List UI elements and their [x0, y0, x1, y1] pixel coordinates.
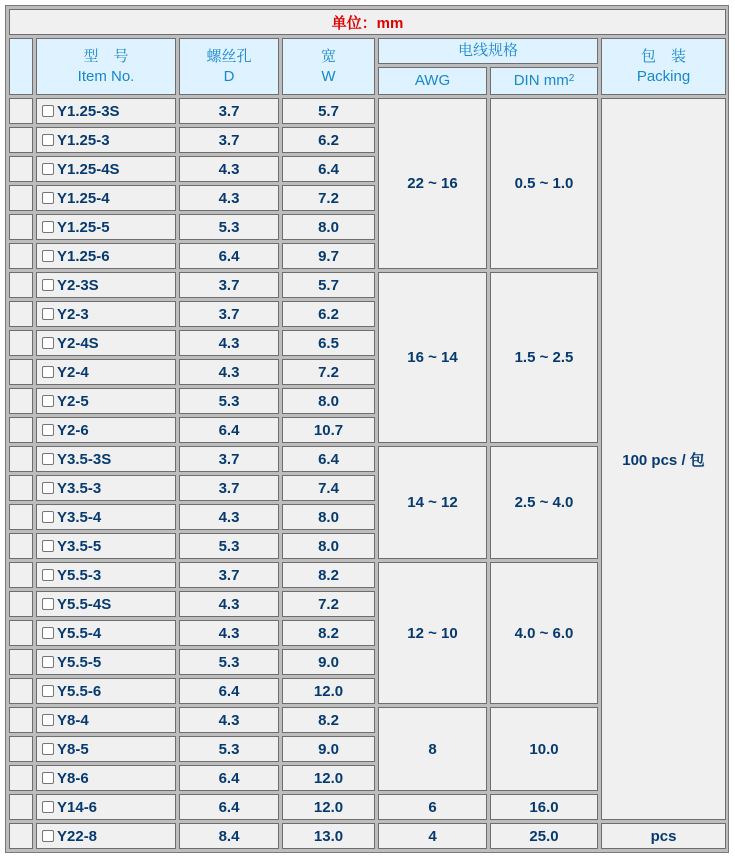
hole-diameter-cell: 6.4 [179, 765, 279, 791]
select-checkbox[interactable] [42, 337, 54, 349]
model-cell [36, 301, 176, 327]
row-stub [9, 301, 33, 327]
header-packing-cn: 包 装 [641, 47, 687, 65]
hole-diameter-cell: 5.3 [179, 388, 279, 414]
width-cell: 8.0 [282, 388, 375, 414]
header-awg-label: AWG [414, 72, 451, 89]
header-wire-spec [378, 38, 598, 64]
row-stub [9, 214, 33, 240]
model-cell [36, 98, 176, 124]
model-cell [36, 214, 176, 240]
width-cell: 7.4 [282, 475, 375, 501]
din-cell: 1.5 ~ 2.5 [490, 272, 598, 443]
din-cell: 16.0 [490, 794, 598, 820]
row-stub [9, 562, 33, 588]
row-stub [9, 649, 33, 675]
width-cell: 7.2 [282, 359, 375, 385]
model-label: Y5.5-5 [57, 653, 102, 671]
select-checkbox[interactable] [42, 830, 54, 842]
row-stub [9, 359, 33, 385]
select-checkbox[interactable] [42, 453, 54, 465]
select-checkbox[interactable] [42, 279, 54, 291]
model-label: Y5.5-4 [57, 624, 102, 642]
awg-cell: 16 ~ 14 [378, 272, 487, 443]
row-stub [9, 446, 33, 472]
header-model-en: Item No. [77, 67, 135, 85]
select-checkbox[interactable] [42, 685, 54, 697]
header-d-cn: 螺丝孔 [206, 47, 252, 65]
row-stub [9, 794, 33, 820]
row-stub [9, 533, 33, 559]
width-cell: 9.0 [282, 736, 375, 762]
model-cell [36, 243, 176, 269]
width-cell: 8.0 [282, 504, 375, 530]
header-d [179, 38, 279, 95]
model-label: Y1.25-3 [57, 131, 110, 149]
model-label: Y5.5-4S [57, 595, 112, 613]
hole-diameter-cell: 6.4 [179, 243, 279, 269]
model-cell [36, 388, 176, 414]
din-cell: 0.5 ~ 1.0 [490, 98, 598, 269]
row-stub [9, 475, 33, 501]
model-label: Y3.5-4 [57, 508, 102, 526]
model-cell [36, 707, 176, 733]
awg-cell: 6 [378, 794, 487, 820]
model-label: Y2-3 [57, 305, 89, 323]
row-stub [9, 765, 33, 791]
hole-diameter-cell: 4.3 [179, 156, 279, 182]
model-label: Y1.25-4 [57, 189, 110, 207]
select-checkbox[interactable] [42, 366, 54, 378]
select-checkbox[interactable] [42, 772, 54, 784]
unit-label: 单位：mm [331, 14, 404, 32]
hole-diameter-cell: 4.3 [179, 185, 279, 211]
width-cell: 8.2 [282, 707, 375, 733]
awg-cell: 14 ~ 12 [378, 446, 487, 559]
model-label: Y2-4S [57, 334, 99, 352]
row-stub [9, 330, 33, 356]
hole-diameter-cell: 3.7 [179, 272, 279, 298]
select-checkbox[interactable] [42, 221, 54, 233]
header-packing [601, 38, 726, 95]
header-din-label: DIN mm [513, 72, 569, 89]
header-row-1 [9, 38, 726, 64]
model-cell [36, 272, 176, 298]
model-cell [36, 156, 176, 182]
hole-diameter-cell: 3.7 [179, 562, 279, 588]
terminal-spec-table [6, 6, 729, 852]
model-label: Y2-4 [57, 363, 89, 381]
row-stub [9, 678, 33, 704]
width-cell: 7.2 [282, 185, 375, 211]
row-stub [9, 127, 33, 153]
width-cell: 8.2 [282, 620, 375, 646]
model-cell [36, 620, 176, 646]
awg-cell: 8 [378, 707, 487, 791]
select-checkbox[interactable] [42, 598, 54, 610]
width-cell: 10.7 [282, 417, 375, 443]
model-cell [36, 475, 176, 501]
table-row [9, 823, 726, 849]
width-cell: 9.7 [282, 243, 375, 269]
spec-table-frame [5, 5, 729, 853]
model-cell [36, 765, 176, 791]
row-stub [9, 388, 33, 414]
hole-diameter-cell: 6.4 [179, 678, 279, 704]
model-label: Y1.25-4S [57, 160, 120, 178]
width-cell: 13.0 [282, 823, 375, 849]
model-label: Y5.5-3 [57, 566, 102, 584]
header-d-en: D [223, 67, 235, 85]
select-checkbox[interactable] [42, 250, 54, 262]
header-stub [9, 38, 33, 95]
model-label: Y8-5 [57, 740, 89, 758]
header-w-cn: 宽 [320, 47, 336, 65]
model-label: Y8-4 [57, 711, 89, 729]
select-checkbox[interactable] [42, 714, 54, 726]
header-din [490, 67, 598, 95]
model-cell [36, 330, 176, 356]
width-cell: 6.5 [282, 330, 375, 356]
width-cell: 6.2 [282, 301, 375, 327]
packing-cell: 100 pcs / 包 [601, 98, 726, 820]
row-stub [9, 736, 33, 762]
din-cell: 25.0 [490, 823, 598, 849]
hole-diameter-cell: 5.3 [179, 214, 279, 240]
unit-cell [9, 9, 726, 35]
width-cell: 9.0 [282, 649, 375, 675]
model-cell [36, 678, 176, 704]
select-checkbox[interactable] [42, 540, 54, 552]
hole-diameter-cell: 3.7 [179, 98, 279, 124]
select-checkbox[interactable] [42, 627, 54, 639]
width-cell: 12.0 [282, 794, 375, 820]
select-checkbox[interactable] [42, 105, 54, 117]
width-cell: 5.7 [282, 272, 375, 298]
header-wire-spec-label: 电线规格 [457, 42, 518, 59]
header-w-en: W [321, 67, 336, 85]
model-label: Y3.5-3 [57, 479, 102, 497]
select-checkbox[interactable] [42, 424, 54, 436]
awg-cell: 22 ~ 16 [378, 98, 487, 269]
packing-cell-last: pcs [601, 823, 726, 849]
model-label: Y2-6 [57, 421, 89, 439]
model-label: Y1.25-5 [57, 218, 110, 236]
width-cell: 7.2 [282, 591, 375, 617]
row-stub [9, 707, 33, 733]
model-label: Y3.5-5 [57, 537, 102, 555]
select-checkbox[interactable] [42, 569, 54, 581]
width-cell: 5.7 [282, 98, 375, 124]
select-checkbox[interactable] [42, 395, 54, 407]
width-cell: 6.4 [282, 446, 375, 472]
hole-diameter-cell: 4.3 [179, 620, 279, 646]
model-cell [36, 823, 176, 849]
width-cell: 8.0 [282, 214, 375, 240]
select-checkbox[interactable] [42, 163, 54, 175]
header-awg [378, 67, 487, 95]
model-label: Y1.25-6 [57, 247, 110, 265]
row-stub [9, 243, 33, 269]
model-label: Y14-6 [57, 798, 98, 816]
select-checkbox[interactable] [42, 482, 54, 494]
header-w [282, 38, 375, 95]
model-cell [36, 649, 176, 675]
hole-diameter-cell: 5.3 [179, 736, 279, 762]
row-stub [9, 272, 33, 298]
width-cell: 8.2 [282, 562, 375, 588]
model-cell [36, 446, 176, 472]
hole-diameter-cell: 4.3 [179, 359, 279, 385]
row-stub [9, 156, 33, 182]
awg-cell: 4 [378, 823, 487, 849]
din-cell: 2.5 ~ 4.0 [490, 446, 598, 559]
row-stub [9, 185, 33, 211]
header-model [36, 38, 176, 95]
model-cell [36, 562, 176, 588]
width-cell: 6.2 [282, 127, 375, 153]
model-label: Y8-6 [57, 769, 89, 787]
width-cell: 12.0 [282, 765, 375, 791]
model-cell [36, 736, 176, 762]
model-cell [36, 533, 176, 559]
hole-diameter-cell: 5.3 [179, 649, 279, 675]
row-stub [9, 504, 33, 530]
hole-diameter-cell: 6.4 [179, 794, 279, 820]
model-cell [36, 359, 176, 385]
select-checkbox[interactable] [42, 656, 54, 668]
model-label: Y1.25-3S [57, 102, 120, 120]
select-checkbox[interactable] [42, 308, 54, 320]
model-cell [36, 504, 176, 530]
hole-diameter-cell: 6.4 [179, 417, 279, 443]
width-cell: 6.4 [282, 156, 375, 182]
row-stub [9, 620, 33, 646]
hole-diameter-cell: 4.3 [179, 707, 279, 733]
model-cell [36, 591, 176, 617]
table-row [9, 98, 726, 124]
header-din-sup: 2 [568, 73, 575, 84]
hole-diameter-cell: 8.4 [179, 823, 279, 849]
hole-diameter-cell: 5.3 [179, 533, 279, 559]
row-stub [9, 98, 33, 124]
din-cell: 10.0 [490, 707, 598, 791]
select-checkbox[interactable] [42, 801, 54, 813]
model-cell [36, 417, 176, 443]
hole-diameter-cell: 3.7 [179, 475, 279, 501]
select-checkbox[interactable] [42, 743, 54, 755]
row-stub [9, 417, 33, 443]
unit-row [9, 9, 726, 35]
model-label: Y22-8 [57, 827, 98, 845]
row-stub [9, 591, 33, 617]
select-checkbox[interactable] [42, 511, 54, 523]
model-label: Y2-5 [57, 392, 89, 410]
hole-diameter-cell: 4.3 [179, 591, 279, 617]
header-packing-en: Packing [636, 67, 691, 85]
model-label: Y2-3S [57, 276, 99, 294]
model-label: Y3.5-3S [57, 450, 112, 468]
hole-diameter-cell: 3.7 [179, 301, 279, 327]
din-cell: 4.0 ~ 6.0 [490, 562, 598, 704]
model-cell [36, 794, 176, 820]
hole-diameter-cell: 4.3 [179, 504, 279, 530]
select-checkbox[interactable] [42, 192, 54, 204]
select-checkbox[interactable] [42, 134, 54, 146]
model-cell [36, 127, 176, 153]
width-cell: 12.0 [282, 678, 375, 704]
model-label: Y5.5-6 [57, 682, 102, 700]
hole-diameter-cell: 3.7 [179, 446, 279, 472]
hole-diameter-cell: 3.7 [179, 127, 279, 153]
width-cell: 8.0 [282, 533, 375, 559]
model-cell [36, 185, 176, 211]
hole-diameter-cell: 4.3 [179, 330, 279, 356]
header-model-cn: 型 号 [83, 47, 129, 65]
row-stub [9, 823, 33, 849]
awg-cell: 12 ~ 10 [378, 562, 487, 704]
